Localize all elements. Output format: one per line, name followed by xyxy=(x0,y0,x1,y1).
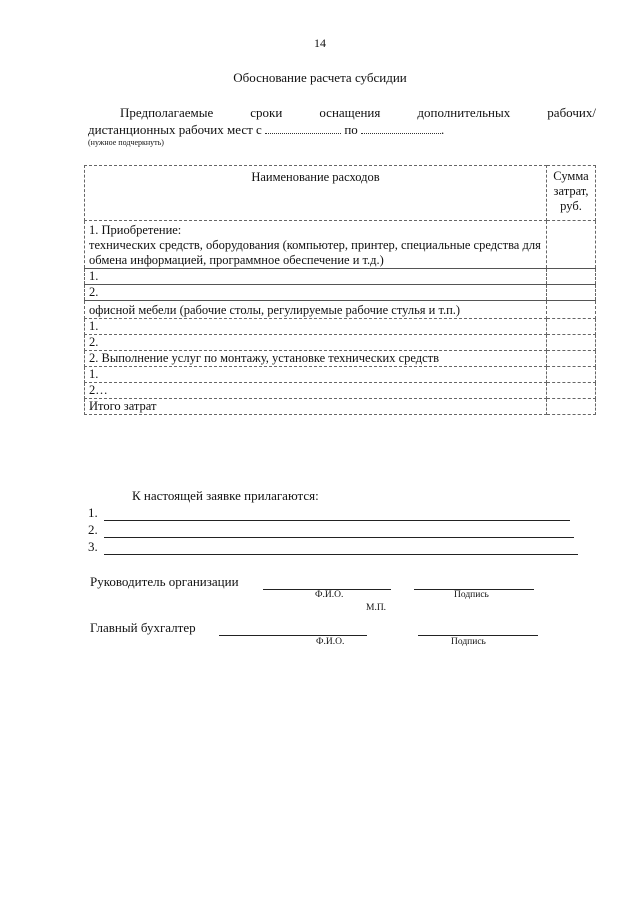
intro-word: рабочих/ xyxy=(547,105,596,120)
accountant-fio-caption: Ф.И.О. xyxy=(316,637,345,647)
row-name: 2. xyxy=(85,335,547,351)
accountant-signature-line[interactable] xyxy=(418,634,538,636)
table-row xyxy=(85,301,596,319)
table-row xyxy=(85,269,596,285)
accountant-label: Главный бухгалтер xyxy=(90,620,196,635)
row-sum[interactable] xyxy=(547,221,596,269)
table-row xyxy=(85,367,596,383)
attachments-title: К настоящей заявке прилагаются: xyxy=(132,488,319,503)
row-sum[interactable] xyxy=(547,367,596,383)
page-number: 14 xyxy=(314,36,326,50)
row-sum[interactable] xyxy=(547,301,596,319)
attachment-number: 3. xyxy=(88,539,98,554)
head-label: Руководитель организации xyxy=(90,574,239,589)
row-sum[interactable] xyxy=(547,383,596,399)
head-fio-caption: Ф.И.О. xyxy=(315,590,344,600)
attachment-line[interactable] xyxy=(104,524,574,538)
row-sum[interactable] xyxy=(547,335,596,351)
attachment-item xyxy=(88,505,570,521)
intro-date-suffix: . xyxy=(441,122,445,137)
row-sum[interactable] xyxy=(547,351,596,367)
underline-note: (нужное подчеркнуть) xyxy=(88,138,164,147)
table-row xyxy=(85,221,596,269)
intro-word: Предполагаемые xyxy=(120,105,214,120)
intro-word: сроки xyxy=(250,105,283,120)
attachment-line[interactable] xyxy=(104,541,578,555)
attachment-number: 2. xyxy=(88,522,98,537)
row-name: 1. xyxy=(85,269,547,285)
header-cost-sum: Сумма затрат, руб. xyxy=(547,166,596,221)
table-row xyxy=(85,383,596,399)
row-sum[interactable] xyxy=(547,319,596,335)
table-row xyxy=(85,335,596,351)
intro-word: оснащения xyxy=(319,105,381,120)
row-name-total: Итого затрат xyxy=(85,399,547,415)
start-date-blank[interactable] xyxy=(265,121,341,134)
row-sum[interactable] xyxy=(547,285,596,301)
attachment-number: 1. xyxy=(88,505,98,520)
accountant-fio-line[interactable] xyxy=(219,634,367,636)
header-expense-name: Наименование расходов xyxy=(85,166,547,221)
accountant-signature-caption: Подпись xyxy=(451,637,486,647)
intro-paragraph xyxy=(88,104,596,138)
row-name: 1. xyxy=(85,319,547,335)
row-name-furniture: офисной мебели (рабочие столы, регулируемые рабочие стулья и т.п.) xyxy=(85,301,547,319)
row-name-purchase: 1. Приобретение: технических средств, оборудования (компьютер, принтер, специальные средства для обмена информацией, программное обеспечение и т.д.) xyxy=(85,221,547,269)
end-date-blank[interactable] xyxy=(361,121,441,134)
row-name: 2. xyxy=(85,285,547,301)
attachment-item xyxy=(88,522,574,538)
table-row xyxy=(85,319,596,335)
document-title: Обоснование расчета субсидии xyxy=(233,70,407,85)
intro-date-prefix: дистанционных рабочих мест с xyxy=(88,122,262,137)
table-row-total xyxy=(85,399,596,415)
intro-line-1 xyxy=(88,104,596,121)
row-sum[interactable] xyxy=(547,269,596,285)
intro-word: дополнительных xyxy=(417,105,511,120)
costs-table xyxy=(84,165,596,415)
head-signature-caption: Подпись xyxy=(454,590,489,600)
table-header-row xyxy=(85,166,596,221)
attachment-item xyxy=(88,539,578,555)
intro-date-middle: по xyxy=(344,122,358,137)
attachment-line[interactable] xyxy=(104,507,570,521)
stamp-label: М.П. xyxy=(366,603,387,613)
row-sum-total[interactable] xyxy=(547,399,596,415)
row-name: 2… xyxy=(85,383,547,399)
row-name: 1. xyxy=(85,367,547,383)
table-row xyxy=(85,285,596,301)
table-row xyxy=(85,351,596,367)
row-name-services: 2. Выполнение услуг по монтажу, установке технических средств xyxy=(85,351,547,367)
intro-line-2 xyxy=(88,121,596,138)
